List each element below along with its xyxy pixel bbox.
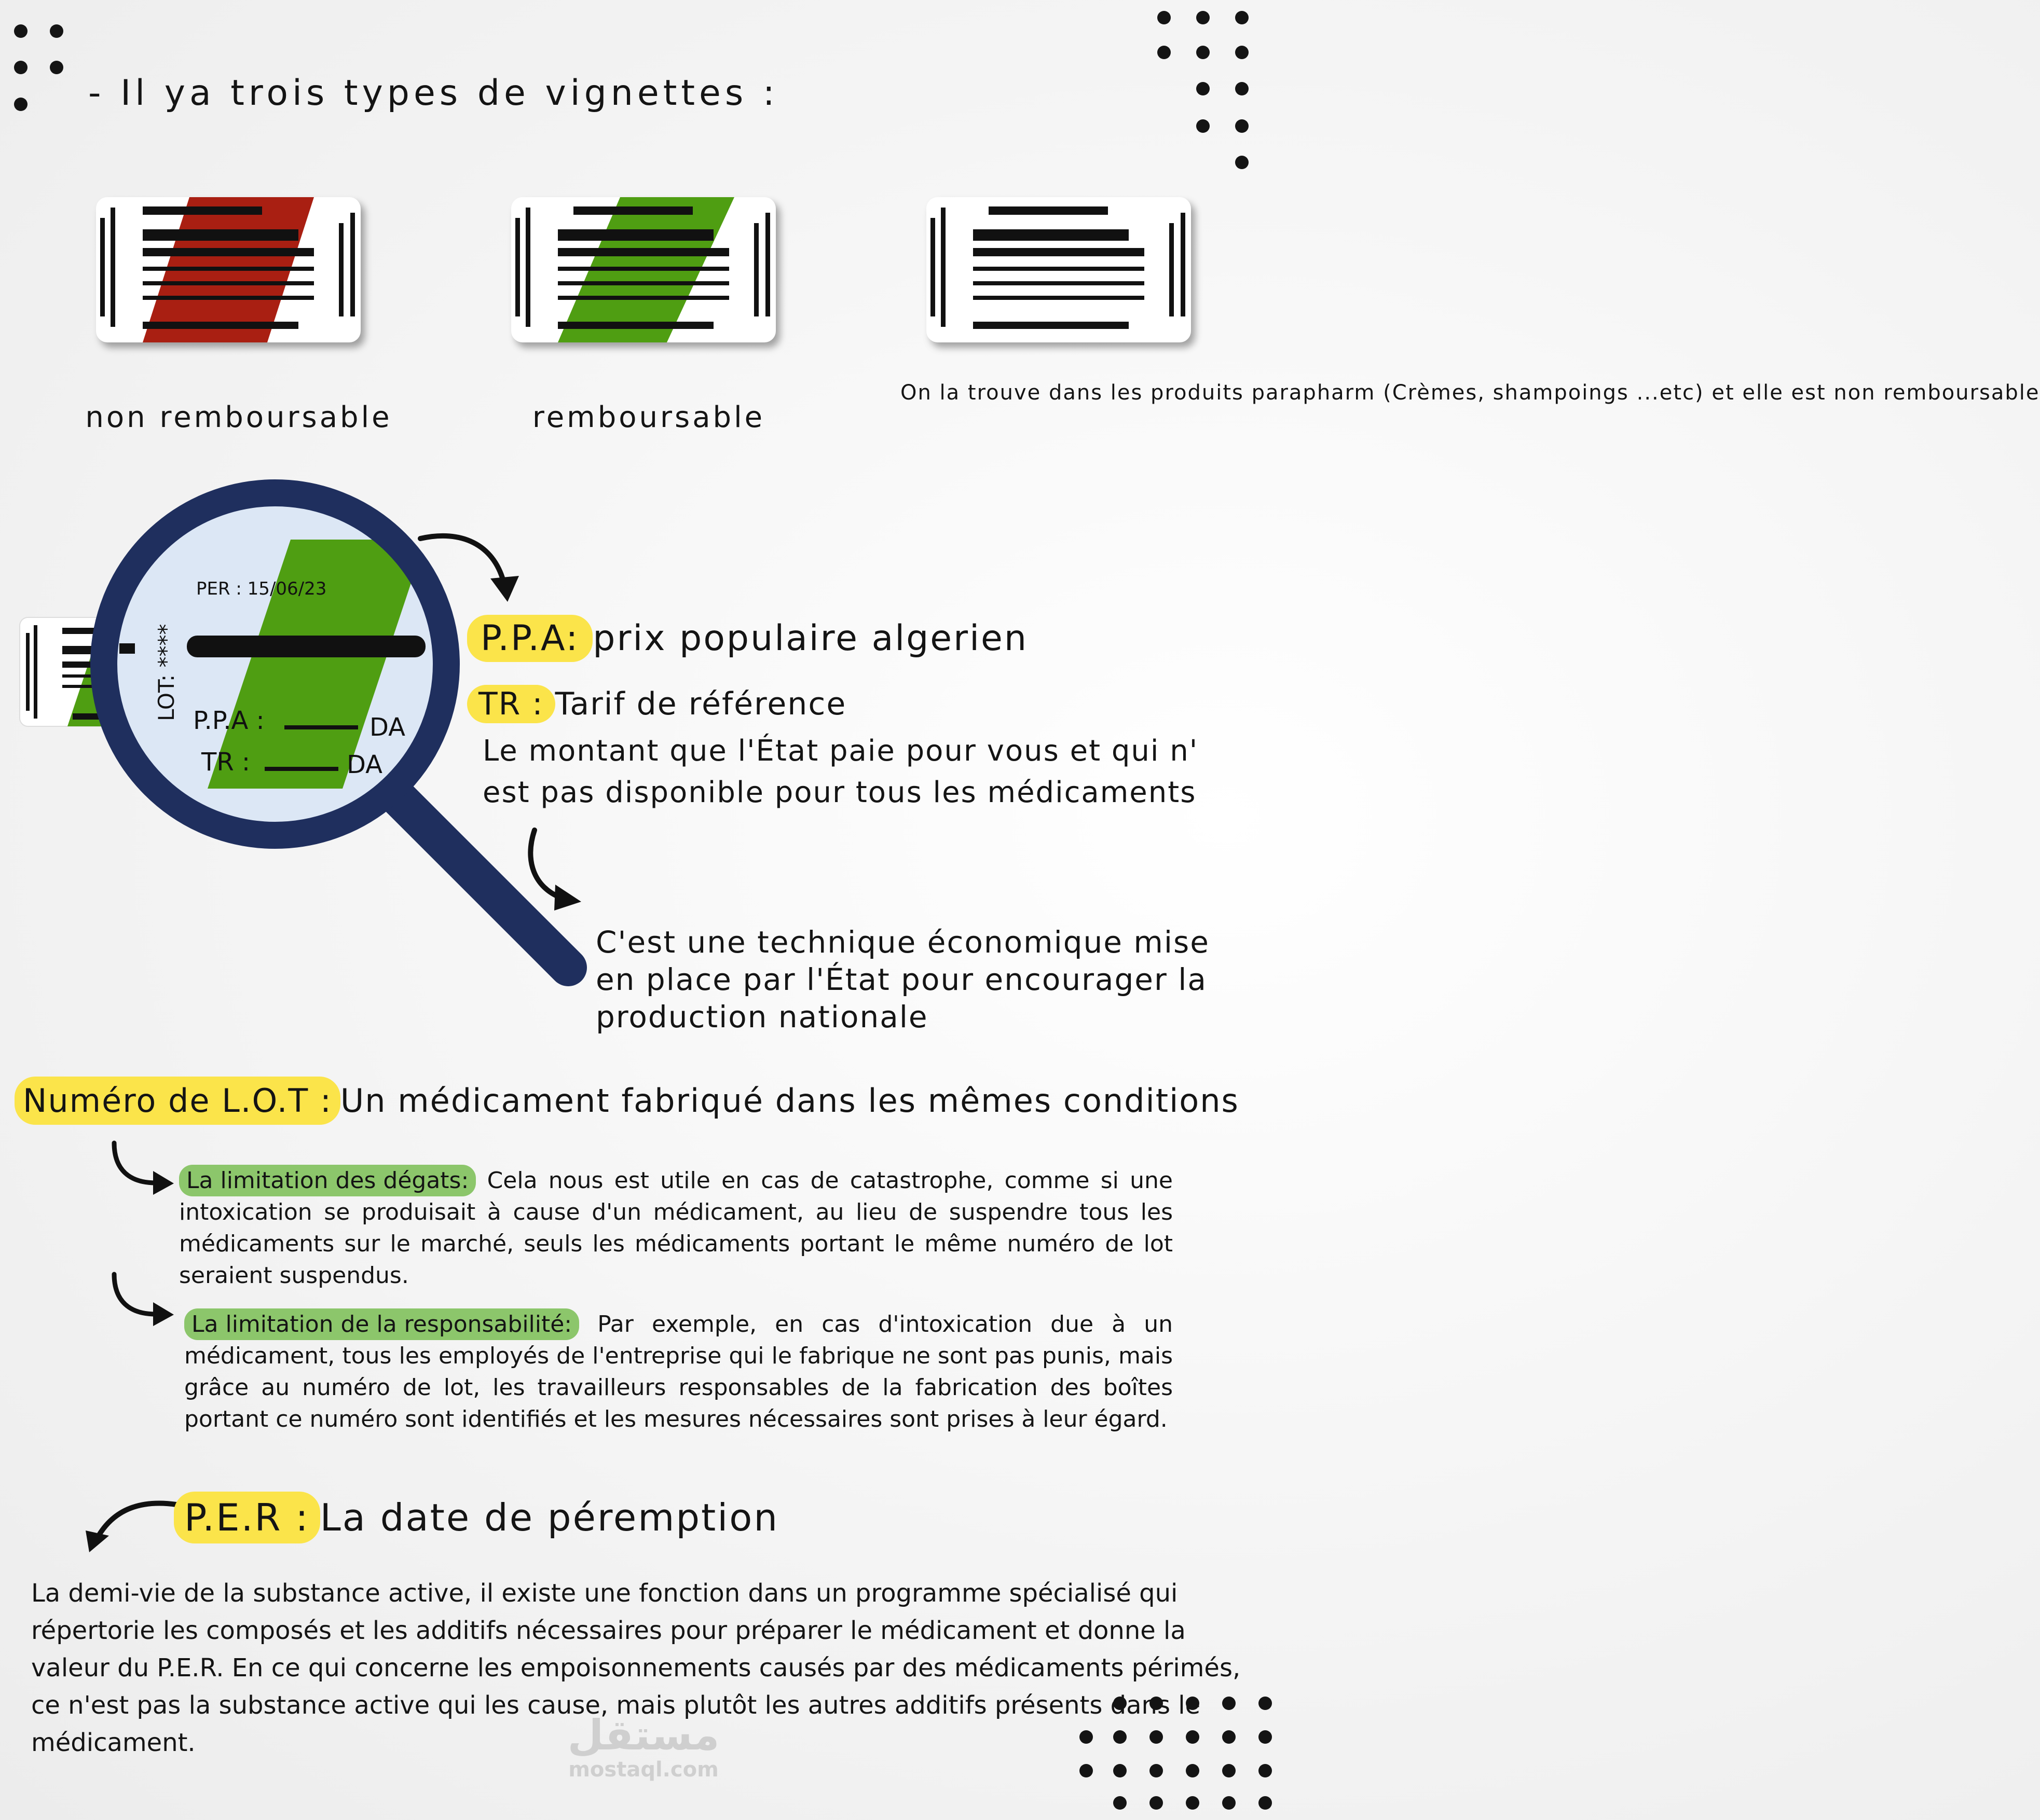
tr-description — [483, 730, 1198, 814]
per-label: P.E.R : — [174, 1492, 320, 1543]
technique-text — [596, 923, 1210, 1036]
caption-remboursable: remboursable — [532, 401, 765, 434]
lot-item-1-text: Cela nous est utile en cas de catastrophe, comme si une intoxication se produisait à cause d'un médicament, au lieu de suspendre tous les médicaments sur le marché, seuls les médicaments portant le même numéro de lot seraient suspendus. — [179, 1167, 1173, 1289]
lens-currency-2: DA — [347, 750, 382, 779]
caption-parapharm: On la trouve dans les produits parapharm (Crèmes, shampoings ...etc) et elle est non remboursable — [900, 381, 2040, 405]
tr-line — [467, 685, 846, 723]
lens-ppa-label: P.P.A : — [193, 706, 265, 735]
lot-item-2-label: La limitation de la responsabilité: — [184, 1308, 579, 1340]
lot-item-1-label: La limitation des dégats: — [179, 1165, 476, 1196]
lot-label: Numéro de L.O.T : — [15, 1077, 340, 1125]
vignette-plain-icon — [926, 197, 1191, 342]
lot-item-2-text: Par exemple, en cas d'intoxication due à un médicament, tous les employés de l'entreprise qui le fabrique ne sont pas punis, mais grâce au numéro de lot, les travailleurs responsables de la fabrication des boîtes portant ce numéro sont identifiés et les mesures nécessaires sont prises à leur égard. — [184, 1311, 1173, 1432]
ppa-line — [467, 615, 1028, 662]
lot-text: Un médicament fabriqué dans les mêmes conditions — [340, 1082, 1239, 1120]
technique-line-3: production nationale — [596, 999, 928, 1035]
lot-item-1 — [179, 1165, 1173, 1291]
watermark-latin: mostaql.com — [568, 1758, 719, 1782]
lot-item-2 — [184, 1308, 1173, 1435]
caption-non-remboursable: non remboursable — [85, 401, 392, 434]
vignette-red-icon — [96, 197, 361, 342]
lot-label: LOT: **** — [154, 624, 179, 721]
per-text: La date de péremption — [320, 1496, 779, 1539]
lens-tr-label: TR : — [201, 748, 251, 777]
page-title: - Il ya trois types de vignettes : — [88, 73, 779, 114]
vignette-remboursable — [511, 197, 776, 342]
lens-currency-1: DA — [369, 713, 405, 742]
tr-desc-line-1: Le montant que l'État paie pour vous et qui n' — [483, 734, 1199, 768]
tr-desc-line-2: est pas disponible pour tous les médicaments — [483, 776, 1197, 809]
vignette-green-icon — [511, 197, 776, 342]
arrow-curved-icon — [415, 524, 529, 607]
technique-line-1: C'est une technique économique mise — [596, 925, 1210, 960]
vignette-parapharm — [926, 197, 1191, 342]
tr-text: Tarif de référence — [555, 686, 847, 722]
ppa-label: P.P.A: — [467, 615, 593, 662]
vignette-non-remboursable — [96, 197, 361, 342]
ppa-text: prix populaire algerien — [593, 618, 1028, 659]
tr-label: TR : — [467, 685, 555, 723]
arrow-lot-item2-icon — [104, 1270, 182, 1332]
technique-line-2: en place par l'État pour encourager la — [596, 962, 1207, 997]
per-line — [174, 1492, 779, 1543]
arrow-per-icon — [78, 1494, 182, 1556]
arrow-curved-icon-2 — [519, 825, 592, 913]
arrow-lot-item1-icon — [104, 1139, 182, 1201]
per-label: PER : 15/06/23 — [196, 578, 327, 599]
per-paragraph: La demi-vie de la substance active, il existe une fonction dans un programme spécialisé qui répertorie les composés et les additifs nécessaires pour préparer le médicament et donne la valeur du P.E.R. En ce qui concerne les empoisonnements causés par des médicaments périmés, ce n'est pas la substance active qui les cause, mais plutôt les autres additifs présents dans le médicament. — [31, 1579, 1241, 1757]
lot-line — [15, 1077, 1239, 1125]
watermark-arabic: مستقل — [567, 1711, 720, 1759]
